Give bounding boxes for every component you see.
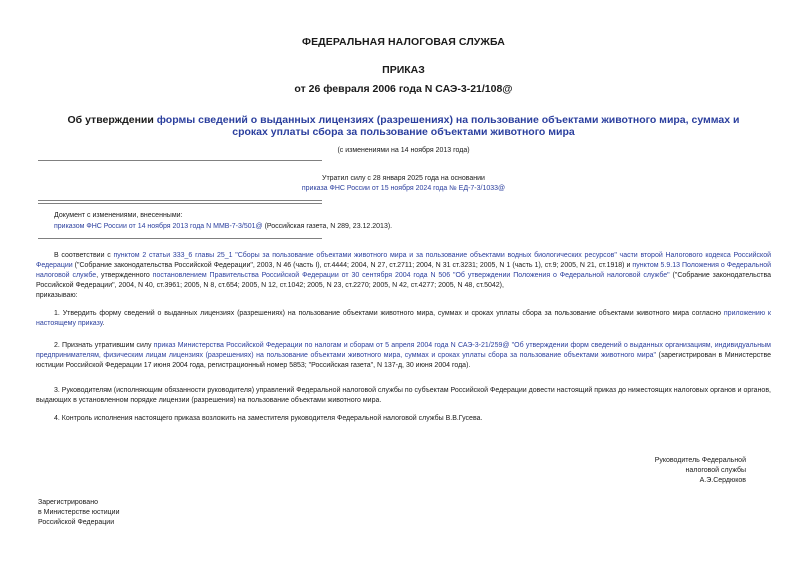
divider <box>38 238 322 239</box>
preamble-text: ("Собрание законодательства Российской Федерации", 2004, N 40, ст.3961; 2005, N 8, ст.654; 2005, N 12, ст.1042; 2005, N 23, ст.2270; 2005, N 42, ст.4277; 2005, N 48, ст.5042), <box>36 272 772 289</box>
item-text: 1. Утвердить форму сведений о выданных лицензиях (разрешениях) на пользование объектами животного мира, суммах и сроках уплаты сбора за пользование объектами животного мира согласно <box>54 310 724 317</box>
tax-code-link[interactable]: пунктом 2 статьи 333_6 главы 25_1 "Сборы за пользование объектами животного мира и за пользование объектами водных биологических ресурсов" части второй Налогового кодекса Российской Федерации <box>36 252 771 269</box>
title-prefix: Об утверждении <box>67 114 157 126</box>
agency-name: ФЕДЕРАЛЬНАЯ НАЛОГОВАЯ СЛУЖБА <box>302 36 505 48</box>
revision-note: (с изменениями на 14 ноября 2013 года) <box>337 147 470 154</box>
amendment-order-link[interactable]: приказом ФНС России от 14 ноября 2013 года N ММВ-7-3/501@ <box>54 223 263 230</box>
regulation-clause-link[interactable]: пунктом 5.9.13 Положения о Федеральной налоговой службе <box>36 262 771 279</box>
signature-position: налоговой службы <box>685 467 746 474</box>
signature-position: Руководитель Федеральной <box>654 457 746 464</box>
amendments-label: Документ с изменениями, внесенными: <box>54 212 183 219</box>
repealed-order-link[interactable]: приказ Министерства Российской Федерации по налогам и сборам от 5 апреля 2004 года N САЭ-3-21/259@ "Об утверждении форм сведений о выданных организациям, индивидуальным предпринимателям, физическим лицам лицензиях (разрешениях) на пользование объектами животного мира, суммах и сроках уплаты сбора за пользование объектами животного мира" <box>36 342 771 359</box>
divider <box>38 203 322 204</box>
order-item-1: 1. Утвердить форму сведений о выданных лицензиях (разрешениях) на пользование объектами животного мира, суммах и сроках уплаты сбора за пользование объектами животного мира согласно приложению к настоящему приказу. <box>36 310 771 327</box>
amendment-source: (Российская газета, N 289, 23.12.2013). <box>262 223 393 230</box>
expiry-link-line <box>0 184 807 194</box>
document-date-number: от 26 февраля 2006 года N САЭ-3-21/108@ <box>294 83 513 95</box>
order-item-3: 3. Руководителям (исполняющим обязанности руководителя) управлений Федеральной налоговой службы по субъектам Российской Федерации довести настоящий приказ до нижестоящих налоговых органов и органов, выдающих в установленном порядке лицензии (разрешения) на пользование объектами животного мира. <box>36 387 771 404</box>
item-text: 2. Признать утратившим силу <box>54 342 154 349</box>
order-word: приказываю: <box>36 292 78 299</box>
divider <box>38 160 322 161</box>
registration-block: Зарегистрировано в Министерстве юстиции Российской Федерации <box>38 499 120 526</box>
signature-name: А.Э.Сердюков <box>699 477 746 484</box>
expiry-note: Утратил силу с 28 января 2025 года на основании <box>322 175 485 182</box>
title-form-link[interactable]: формы сведений о выданных лицензиях (разрешениях) на пользование объектами животного мира, суммах и сроках уплаты сбора за пользование объектами животного мира <box>156 114 740 138</box>
document-title <box>60 114 747 138</box>
order-item-2 <box>36 341 771 371</box>
order-item-4: 4. Контроль исполнения настоящего приказа возложить на заместителя руководителя Федеральной налоговой службы В.В.Гусева. <box>54 415 483 422</box>
preamble-paragraph <box>36 251 771 291</box>
government-resolution-link[interactable]: постановлением Правительства Российской Федерации от 30 сентября 2004 года N 506 "Об утверждении Положения о Федеральной налоговой службе" <box>152 272 670 279</box>
preamble-text: В соответствии с <box>54 252 114 259</box>
item-text: (зарегистрирован в Министерстве юстиции Российской Федерации 17 июня 2004 года, регистрационный номер 5853; "Российская газета", N 137-д, 30 июня 2004 года). <box>36 352 771 369</box>
document-type: ПРИКАЗ <box>382 64 425 76</box>
signature-block <box>655 456 746 486</box>
expiry-order-link[interactable]: приказа ФНС России от 15 ноября 2024 года № ЕД-7-3/1033@ <box>301 185 506 192</box>
amendments-line <box>54 222 754 232</box>
appendix-link[interactable]: приложению к настоящему приказу <box>36 310 771 327</box>
divider <box>38 200 322 201</box>
preamble-text: ("Собрание законодательства Российской Федерации", 2003, N 46 (часть I), ст.4444; 2004, N 27, ст.2711; 2004, N 31 ст.3231; 2005, N 1 (часть 1), ст.9; 2005, N 21, ст.1918) и <box>72 262 633 269</box>
preamble-text: , утвержденного <box>96 272 153 279</box>
